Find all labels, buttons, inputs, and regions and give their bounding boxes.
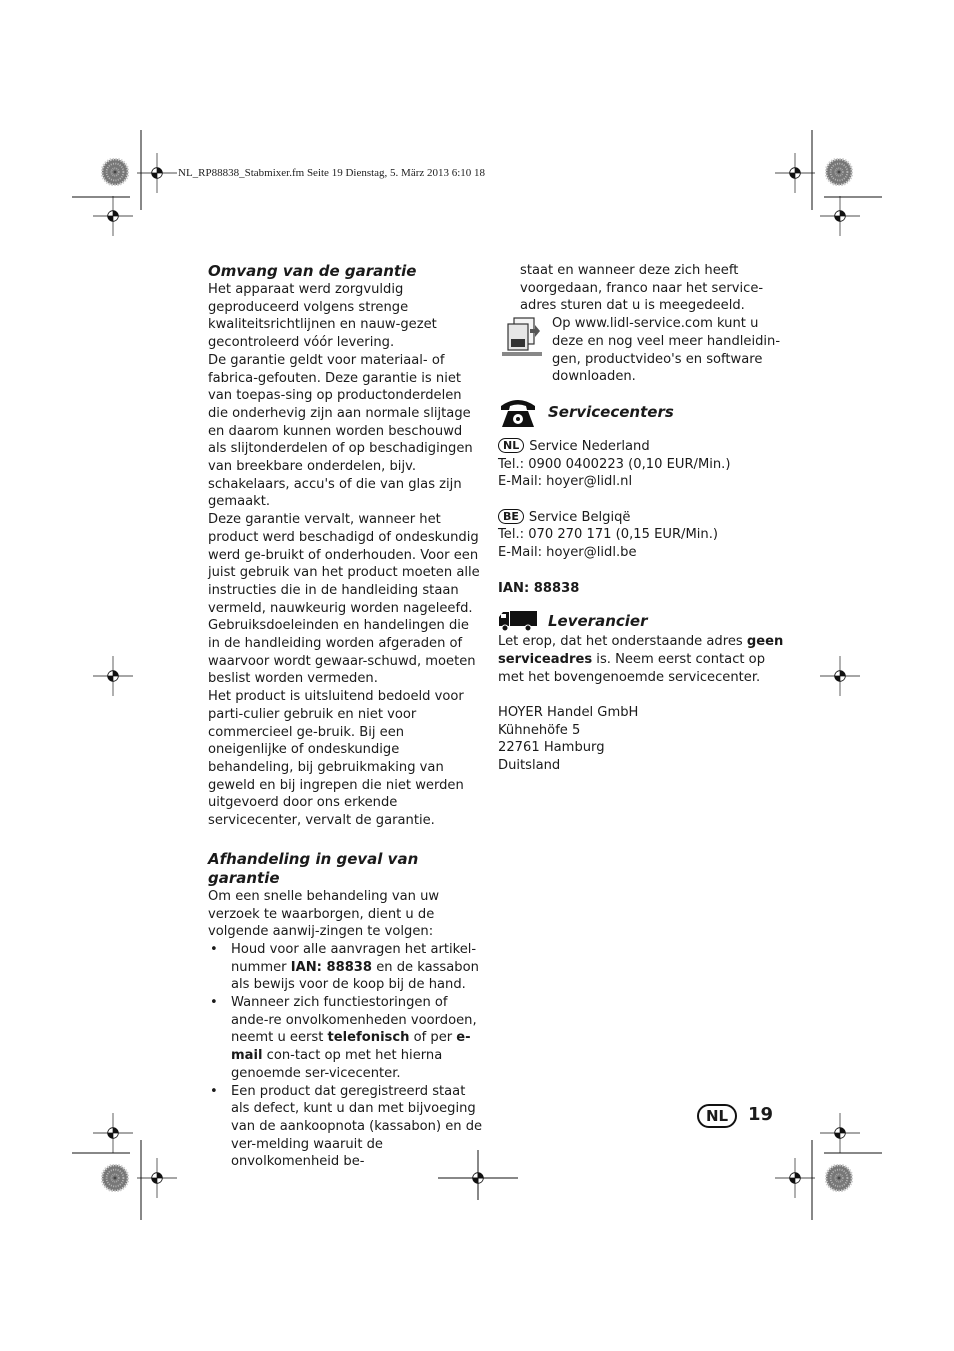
- address-line: Kühnehöfe 5: [498, 722, 581, 738]
- paragraph: Op www.lidl-service.com kunt u deze en nog veel meer handleidin-gen, productvideo's en software downloaden.: [552, 316, 781, 385]
- list-item: • Houd voor alle aanvragen het artikel-nummer IAN: 88838 en de kassabon als bewijs voor de koop bij de hand.: [210, 941, 479, 993]
- heading-warranty-scope: Omvang van de garantie: [208, 262, 417, 280]
- address-line: Duitsland: [498, 758, 561, 774]
- list-item: • Een product dat geregistreerd staat als defect, kunt u dan met bijvoeging van de aankoopnota (kassabon) en de ver-melding waaruit de onvolkomenheid be-: [210, 1083, 483, 1170]
- paragraph: De garantie geldt voor materiaal- of fabrica-gefouten. Deze garantie is niet van toepas-sing op productonderdelen die onderhevig zijn aan normale slijtage en daarom kunnen worden beschouwd als slijtonderdelen of op beschadigingen van breekbare onderdelen, bijv. schakelaars, accu's of die van glas zijn gemaakt.: [208, 352, 473, 510]
- web-download-block: [498, 315, 788, 386]
- page-number: 19: [748, 1104, 774, 1125]
- registration-target-icon: [93, 1113, 133, 1153]
- radial-swatch-icon: [825, 1164, 853, 1192]
- phone-nl: Tel.: 0900 0400223 (0,10 EUR/Min.): [498, 456, 731, 472]
- radial-swatch-icon: [825, 158, 853, 186]
- email-be: E-Mail: hoyer@lidl.be: [498, 545, 637, 561]
- left-column: [208, 262, 483, 1171]
- registration-target-icon: [820, 1113, 860, 1153]
- radial-swatch-icon: [101, 1164, 129, 1192]
- address-line: 22761 Hamburg: [498, 740, 605, 756]
- bullet: •: [210, 995, 218, 1011]
- file-info-header: NL_RP88838_Stabmixer.fm Seite 19 Dienstag, 5. März 2013 6:10 18: [178, 167, 486, 179]
- list-item: • Wanneer zich functiestoringen of ande-re onvolkomenheden voordoen, neemt u eerst telefonisch of per e-mail con-tact op met het hierna genoemde ser-vicecenter.: [210, 995, 477, 1081]
- paragraph: Om een snelle behandeling van uw verzoek te waarborgen, dient u de volgende aanwij-zingen te volgen:: [208, 888, 440, 940]
- delivery-truck-icon: [498, 610, 538, 632]
- registration-target-icon: [137, 153, 177, 193]
- supplier-note: Let erop, dat het onderstaande adres geen serviceadres is. Neem eerst contact op met het bovengenoemde servicecenter.: [498, 634, 784, 685]
- registration-target-icon: [93, 196, 133, 236]
- registration-target-icon: [775, 153, 815, 193]
- phone-be: Tel.: 070 270 171 (0,15 EUR/Min.): [498, 527, 718, 543]
- registration-target-icon: [93, 656, 133, 696]
- right-column: [498, 262, 788, 775]
- heading-servicecenters: Servicecenters: [548, 403, 674, 422]
- country-badge-be: BE: [498, 509, 524, 524]
- paragraph: Het product is uitsluitend bedoeld voor parti-culier gebruik en niet voor commercieel ge-bruik. Bij een oneigenlijke of ondeskundige behandeling, bij gebruikmaking van geweld en bij ingrepen die niet werden uitgevoerd door ons erkende servicecenter, vervalt de garantie.: [208, 689, 464, 829]
- language-badge: NL: [697, 1104, 737, 1128]
- service-be: BE Service Belgiqë: [498, 509, 788, 527]
- heading-warranty-handling: Afhandeling in geval van garantie: [208, 849, 419, 887]
- service-nl: NL Service Nederland: [498, 438, 788, 456]
- heading-supplier: Leverancier: [548, 611, 648, 630]
- registration-target-icon: [775, 1158, 815, 1198]
- bullet: •: [210, 941, 218, 957]
- paragraph: Deze garantie vervalt, wanneer het product werd beschadigd of ondeskundig werd ge-bruikt of onderhouden. Voor een juist gebruik van het product moeten alle instructies die in de handleiding staan vermeld, nauwkeurig worden nageleefd. Gebruiksdoeleinden en handelingen die in de handleiding worden afgeraden of waarvoor wordt gewaar-schuwd, moeten beslist worden vermeden.: [208, 512, 480, 687]
- country-badge-nl: NL: [498, 438, 524, 453]
- email-nl: E-Mail: hoyer@lidl.nl: [498, 474, 633, 490]
- registration-target-icon: [820, 656, 860, 696]
- web-download-icon: [500, 315, 544, 359]
- registration-target-icon: [820, 196, 860, 236]
- servicecenters-header: [498, 396, 788, 430]
- radial-swatch-icon: [101, 158, 129, 186]
- instruction-list: [208, 941, 483, 1171]
- paragraph: Het apparaat werd zorgvuldig geproduceerd volgens strenge kwaliteitsrichtlijnen en nauw-gezet gecontroleerd vóór levering.: [208, 282, 437, 351]
- supplier-header: [498, 609, 788, 633]
- ian-number: IAN: 88838: [498, 580, 580, 596]
- paragraph: staat en wanneer deze zich heeft voorgedaan, franco naar het service-adres sturen dat u is meegedeeld.: [520, 263, 764, 314]
- address-line: HOYER Handel GmbH: [498, 705, 639, 721]
- telephone-icon: [498, 396, 538, 430]
- bullet: •: [210, 1083, 218, 1099]
- registration-target-icon: [137, 1158, 177, 1198]
